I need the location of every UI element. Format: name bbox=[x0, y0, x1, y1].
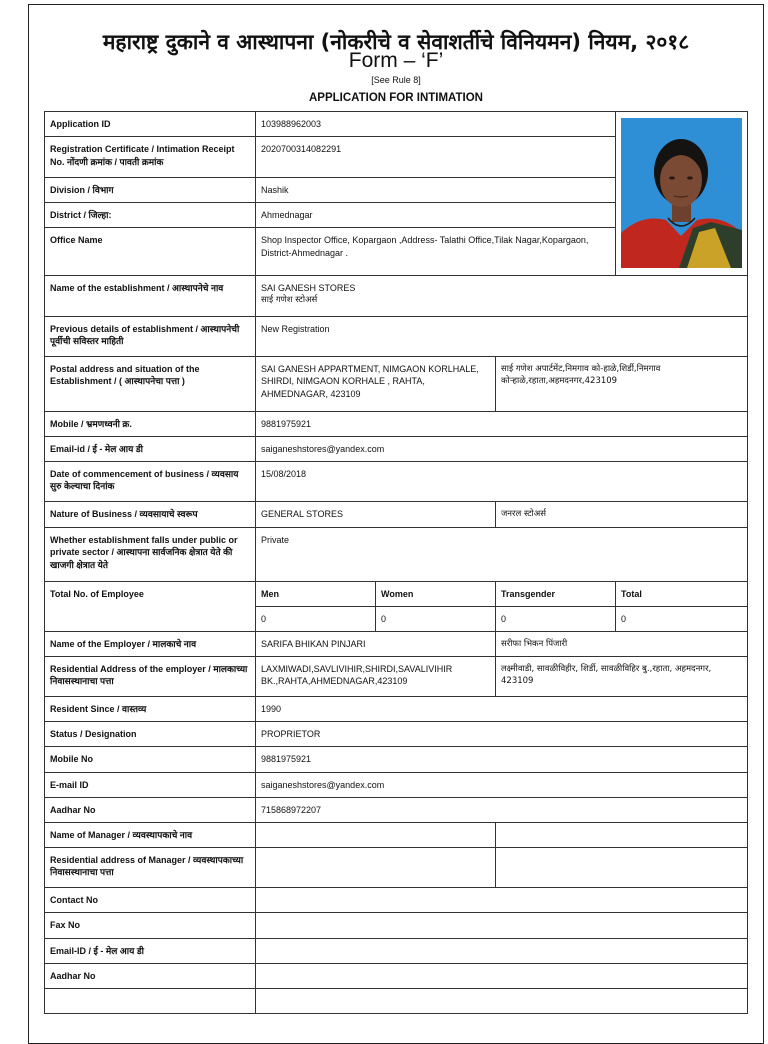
form-title-marathi: महाराष्ट्र दुकाने व आस्थापना (नोकरीचे व सेवाशर्तीचे विनियमन) नियम, २०१८ bbox=[102, 30, 690, 54]
form-number: Form – ‘F’ bbox=[348, 49, 444, 72]
row-nature-of-business bbox=[45, 501, 748, 527]
value-manager-aadhar bbox=[256, 963, 748, 988]
value-email: saiganeshstores@yandex.com bbox=[256, 436, 748, 461]
label-employer-address: Residential Address of the employer / मालकाच्या निवासस्थानाचा पत्ता bbox=[45, 656, 256, 696]
label-office-name: Office Name bbox=[45, 228, 256, 275]
label-sector: Whether establishment falls under public or private sector / आस्थापना सार्वजनिक क्षेत्रात येते की खाजगी क्षेत्रात येते bbox=[45, 527, 256, 581]
value-nature-of-business-english: GENERAL STORES bbox=[256, 501, 496, 527]
header-men: Men bbox=[256, 581, 376, 606]
value-employer-name-english: SARIFA BHIKAN PINJARI bbox=[256, 631, 496, 656]
value-total: 0 bbox=[616, 606, 748, 631]
value-manager-address-marathi bbox=[496, 847, 748, 887]
application-form-table bbox=[44, 111, 748, 1014]
row-employer-mobile bbox=[45, 746, 748, 772]
label-commencement-date: Date of commencement of business / व्यवसाय सुरु केल्याचा दिनांक bbox=[45, 461, 256, 501]
value-manager-name-english bbox=[256, 822, 496, 847]
label-resident-since: Resident Since / वास्तव्य bbox=[45, 696, 256, 721]
value-manager-email bbox=[256, 938, 748, 963]
row-sector bbox=[45, 527, 748, 581]
label-postal-address: Postal address and situation of the Establishment / ( आस्थापनेचा पत्ता ) bbox=[45, 356, 256, 411]
applicant-photo-cell bbox=[616, 112, 748, 276]
value-employer-name-marathi: सरीफा भिकन पिंजारी bbox=[496, 631, 748, 656]
value-manager-address-english bbox=[256, 847, 496, 887]
value-employer-mobile: 9881975921 bbox=[256, 746, 748, 772]
value-transgender: 0 bbox=[496, 606, 616, 631]
value-office-name: Shop Inspector Office, Kopargaon ,Address- Talathi Office,Tilak Nagar,Kopargaon, District-Ahmednagar . bbox=[256, 228, 616, 275]
label-manager-aadhar: Aadhar No bbox=[45, 963, 256, 988]
label-employer-email: E-mail ID bbox=[45, 772, 256, 797]
label-status: Status / Designation bbox=[45, 721, 256, 746]
value-district: Ahmednagar bbox=[256, 202, 616, 227]
value-women: 0 bbox=[376, 606, 496, 631]
row-email bbox=[45, 436, 748, 461]
value-application-id: 103988962003 bbox=[256, 112, 616, 137]
continuation-cell-value bbox=[256, 988, 748, 1013]
value-manager-fax bbox=[256, 912, 748, 938]
label-district: District / जिल्हा: bbox=[45, 202, 256, 227]
label-registration-no: Registration Certificate / Intimation Receipt No. नोंदणी क्रमांक / पावती क्रमांक bbox=[45, 137, 256, 177]
row-manager-aadhar bbox=[45, 963, 748, 988]
row-manager-fax bbox=[45, 912, 748, 938]
label-division: Division / विभाग bbox=[45, 177, 256, 202]
applicant-photo bbox=[621, 118, 742, 268]
row-manager-contact bbox=[45, 887, 748, 912]
header-women: Women bbox=[376, 581, 496, 606]
header-transgender: Transgender bbox=[496, 581, 616, 606]
header-total: Total bbox=[616, 581, 748, 606]
label-previous-details: Previous details of establishment / आस्थापनेची पूर्वीची सविस्तर माहिती bbox=[45, 316, 256, 356]
value-men: 0 bbox=[256, 606, 376, 631]
row-resident-since bbox=[45, 696, 748, 721]
label-total-employees: Total No. of Employee bbox=[45, 581, 256, 631]
label-employer-aadhar: Aadhar No bbox=[45, 797, 256, 822]
value-resident-since: 1990 bbox=[256, 696, 748, 721]
row-manager-name bbox=[45, 822, 748, 847]
row-commencement-date bbox=[45, 461, 748, 501]
row-postal-address bbox=[45, 356, 748, 411]
value-registration-no: 2020700314082291 bbox=[256, 137, 616, 177]
label-mobile: Mobile / भ्रमणध्वनी क्र. bbox=[45, 411, 256, 436]
row-status bbox=[45, 721, 748, 746]
row-mobile bbox=[45, 411, 748, 436]
label-employer-mobile: Mobile No bbox=[45, 746, 256, 772]
label-application-id: Application ID bbox=[45, 112, 256, 137]
label-manager-contact: Contact No bbox=[45, 887, 256, 912]
row-continuation bbox=[45, 988, 748, 1013]
application-heading: APPLICATION FOR INTIMATION bbox=[309, 92, 483, 104]
label-email: Email-id / ई - मेल आय डी bbox=[45, 436, 256, 461]
row-employer-name bbox=[45, 631, 748, 656]
value-employer-address-marathi: लक्ष्मीवाडी, सावळीविहीर, शिर्डी, सावळीविहिर बु.,रहाता, अहमदनगर, 423109 bbox=[496, 656, 748, 696]
row-employer-address bbox=[45, 656, 748, 696]
value-nature-of-business-marathi: जनरल स्टोअर्स bbox=[496, 501, 748, 527]
value-employer-address-english: LAXMIWADI,SAVLIVIHIR,SHIRDI,SAVALIVIHIR BK.,RAHTA,AHMEDNAGAR,423109 bbox=[256, 656, 496, 696]
value-establishment-name bbox=[256, 275, 748, 316]
establishment-name-marathi: साई गणेश स्टोअर्स bbox=[261, 295, 318, 305]
label-manager-fax: Fax No bbox=[45, 912, 256, 938]
row-previous-details bbox=[45, 316, 748, 356]
label-nature-of-business: Nature of Business / व्यवसायाचे स्वरूप bbox=[45, 501, 256, 527]
row-employer-aadhar bbox=[45, 797, 748, 822]
value-division: Nashik bbox=[256, 177, 616, 202]
row-employer-email bbox=[45, 772, 748, 797]
label-establishment-name: Name of the establishment / आस्थापनेचे नाव bbox=[45, 275, 256, 316]
rule-reference: [See Rule 8] bbox=[371, 75, 421, 85]
value-manager-contact bbox=[256, 887, 748, 912]
label-employer-name: Name of the Employer / मालकाचे नाव bbox=[45, 631, 256, 656]
value-previous-details: New Registration bbox=[256, 316, 748, 356]
value-mobile: 9881975921 bbox=[256, 411, 748, 436]
value-employer-email: saiganeshstores@yandex.com bbox=[256, 772, 748, 797]
row-establishment-name bbox=[45, 275, 748, 316]
value-employer-aadhar: 715868972207 bbox=[256, 797, 748, 822]
value-sector: Private bbox=[256, 527, 748, 581]
value-status: PROPRIETOR bbox=[256, 721, 748, 746]
label-manager-address: Residential address of Manager / व्यवस्थापकाच्या निवासस्थानाचा पत्ता bbox=[45, 847, 256, 887]
establishment-name-english: SAI GANESH STORES bbox=[261, 282, 356, 293]
value-postal-address-english: SAI GANESH APPARTMENT, NIMGAON KORLHALE, SHIRDI, NIMGAON KORHALE , RAHTA, AHMEDNAGAR, 423109 bbox=[256, 356, 496, 411]
value-postal-address-marathi: साई गणेश अपार्टमेंट,निमगाव को-हाळे,शिर्डी,निमगाव कोऱ्हाळे,रहाता,अहमदनगर,423109 bbox=[496, 356, 748, 411]
value-commencement-date: 15/08/2018 bbox=[256, 461, 748, 501]
row-manager-address bbox=[45, 847, 748, 887]
row-application-id bbox=[45, 112, 748, 137]
label-manager-email: Email-ID / ई - मेल आय डी bbox=[45, 938, 256, 963]
continuation-cell-label bbox=[45, 988, 256, 1013]
row-employee-headers bbox=[45, 581, 748, 606]
value-manager-name-marathi bbox=[496, 822, 748, 847]
label-manager-name: Name of Manager / व्यवस्थापकाचे नाव bbox=[45, 822, 256, 847]
row-manager-email bbox=[45, 938, 748, 963]
